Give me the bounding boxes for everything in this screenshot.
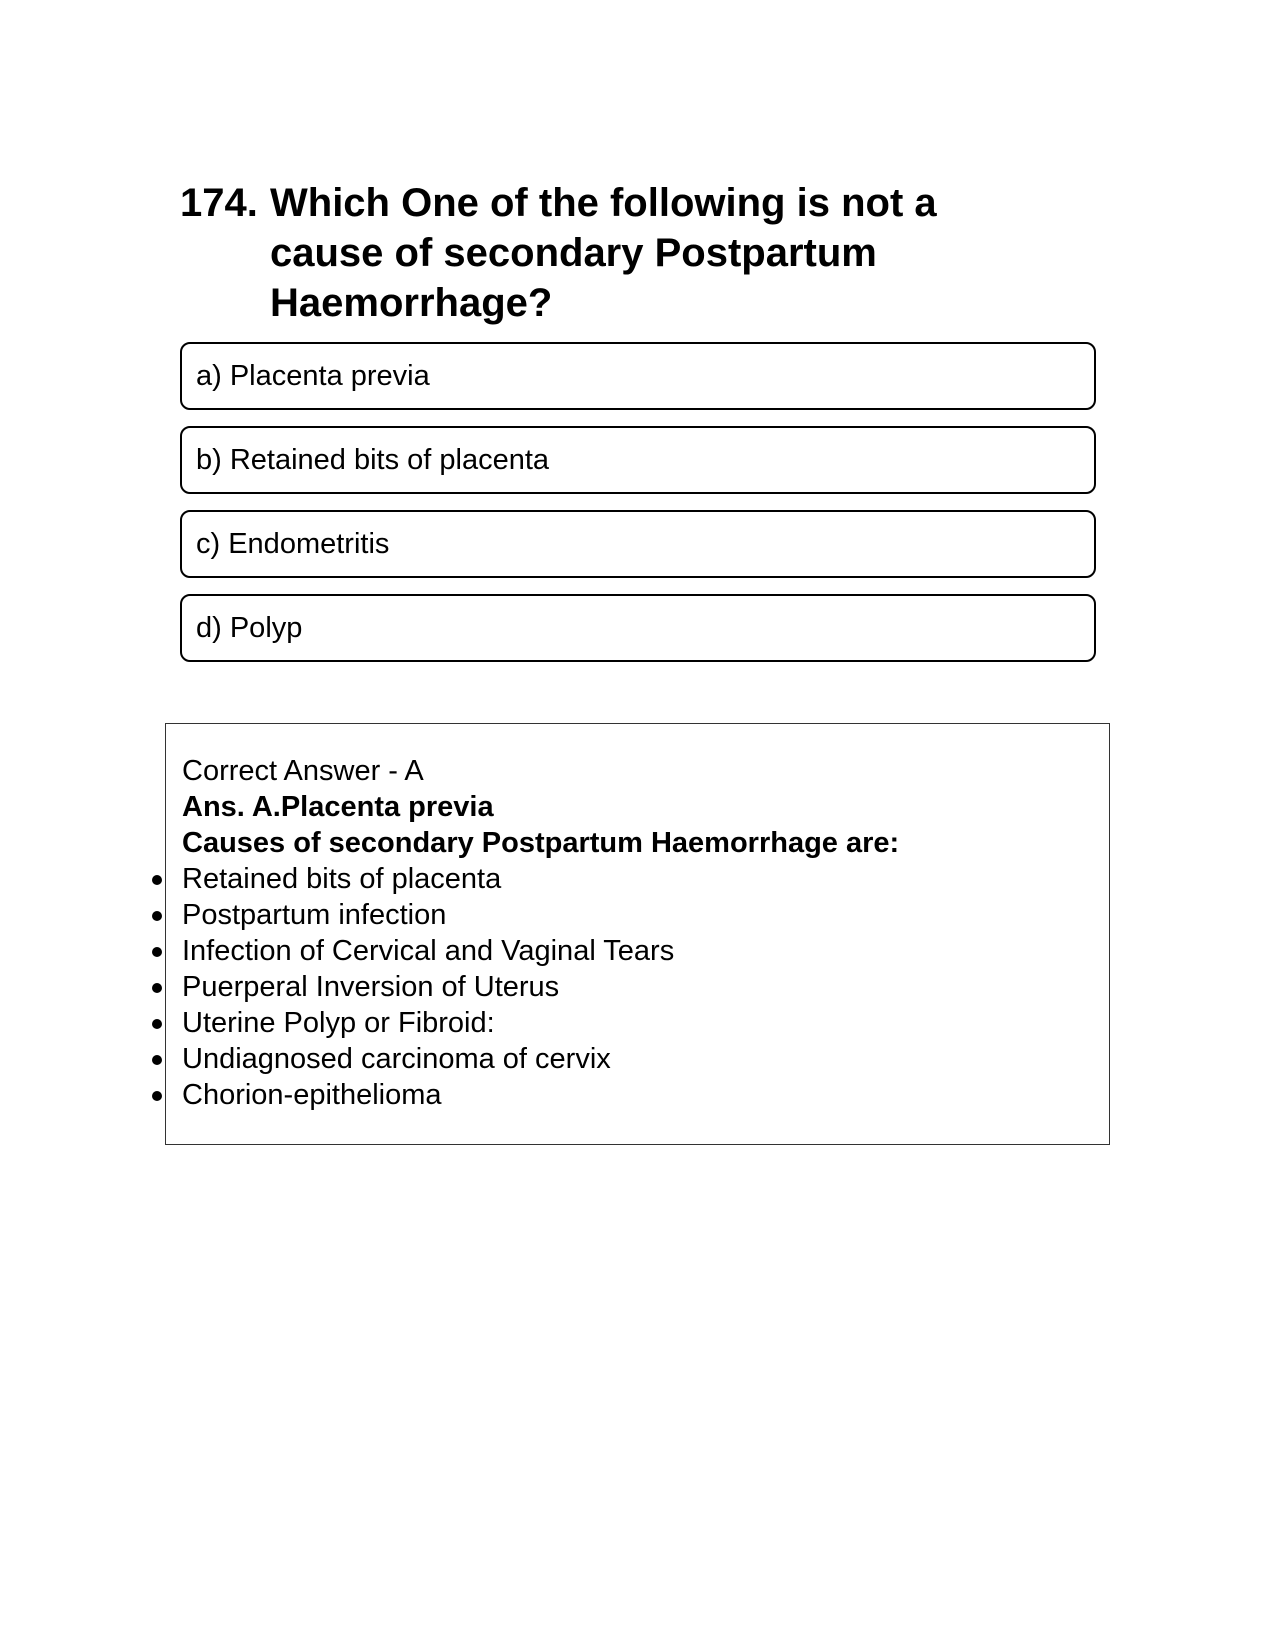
answer-box xyxy=(165,723,1110,1145)
question-text: Which One of the following is not a cause of secondary Postpartum Haemorrhage? xyxy=(270,181,937,325)
question-heading xyxy=(180,178,1020,328)
ans-line: Ans. A.Placenta previa xyxy=(182,791,494,823)
list-item-text: Chorion-epithelioma xyxy=(182,1079,442,1111)
list-item xyxy=(182,933,1082,969)
list-item-text: Postpartum infection xyxy=(182,899,447,931)
option-a[interactable]: a) Placenta previa xyxy=(180,342,1096,410)
list-item-text: Uterine Polyp or Fibroid: xyxy=(182,1007,495,1039)
correct-answer-line: Correct Answer - A xyxy=(182,755,424,787)
list-item xyxy=(182,861,1082,897)
list-item-text: Undiagnosed carcinoma of cervix xyxy=(182,1043,611,1075)
bullet-icon xyxy=(152,947,162,957)
options-list xyxy=(180,342,1096,678)
list-item-text: Infection of Cervical and Vaginal Tears xyxy=(182,935,675,967)
list-item xyxy=(182,1041,1082,1077)
option-c[interactable]: c) Endometritis xyxy=(180,510,1096,578)
list-item xyxy=(182,1005,1082,1041)
answer-content xyxy=(182,753,1082,1113)
bullet-icon xyxy=(152,875,162,885)
bullet-icon xyxy=(152,1091,162,1101)
causes-list xyxy=(182,861,1082,1113)
list-item-text: Retained bits of placenta xyxy=(182,863,502,895)
list-item xyxy=(182,1077,1082,1113)
list-item xyxy=(182,969,1082,1005)
option-d[interactable]: d) Polyp xyxy=(180,594,1096,662)
question-number: 174. xyxy=(180,181,258,225)
bullet-icon xyxy=(152,911,162,921)
list-item-text: Puerperal Inversion of Uterus xyxy=(182,971,560,1003)
bullet-icon xyxy=(152,1019,162,1029)
causes-heading: Causes of secondary Postpartum Haemorrhage are: xyxy=(182,827,900,859)
list-item xyxy=(182,897,1082,933)
bullet-icon xyxy=(152,1055,162,1065)
option-b[interactable]: b) Retained bits of placenta xyxy=(180,426,1096,494)
bullet-icon xyxy=(152,983,162,993)
